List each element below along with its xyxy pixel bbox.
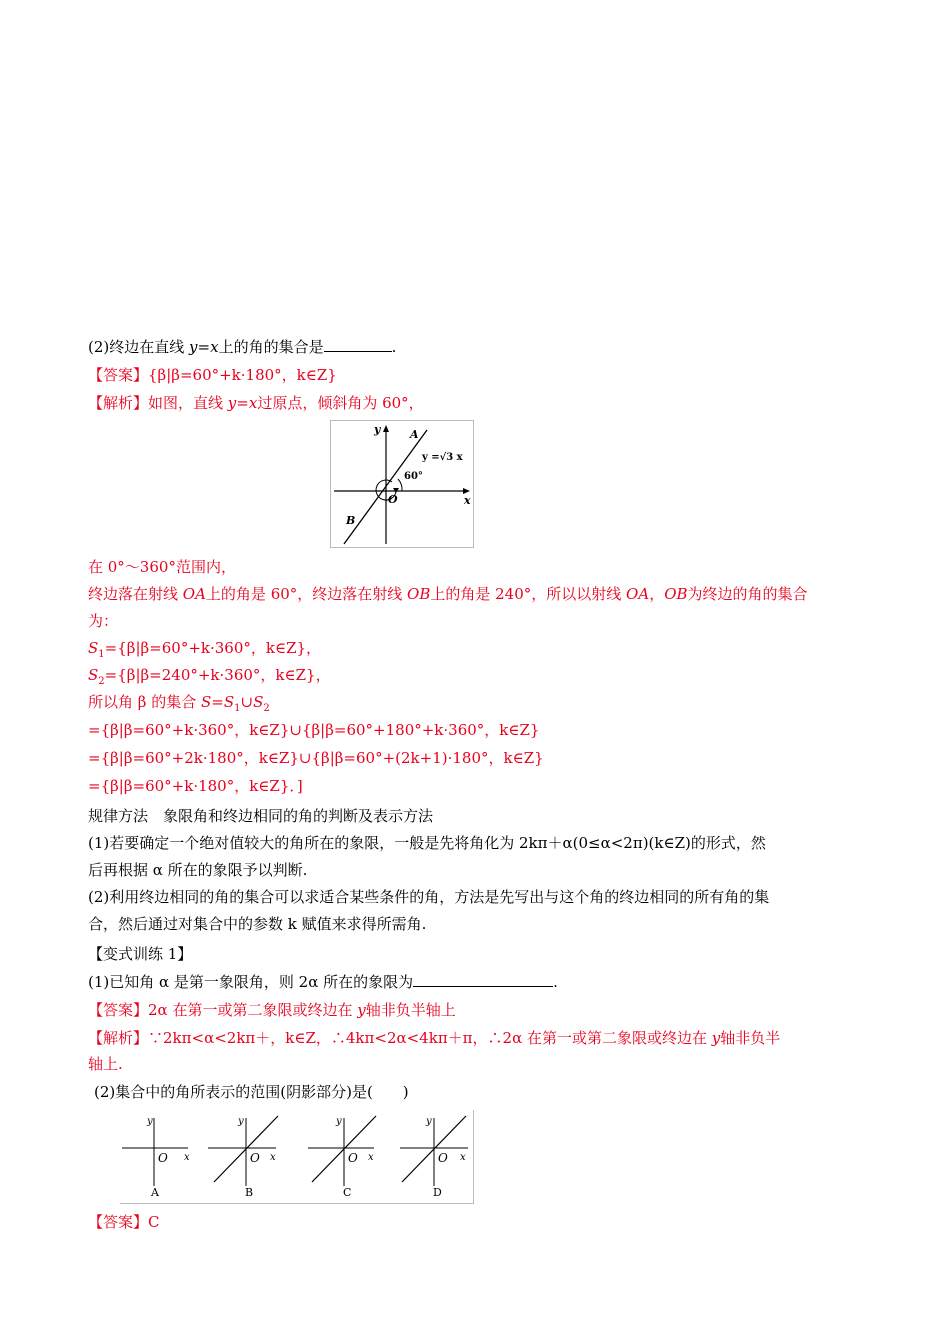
option-b-diagram — [208, 1116, 278, 1199]
answer-1 — [88, 364, 337, 386]
option-d-label: D — [433, 1186, 442, 1199]
rays-text-c: 上的角是 240°，所以以射线 — [430, 585, 627, 603]
equation-line-2: ={β|β=60°+2k·180°，k∈Z}∪{β|β=60°+(2k+1)·180°，k∈Z} — [88, 749, 544, 767]
answer-3-tag: 【答案】 — [88, 1213, 149, 1231]
figure-2-svg — [120, 1110, 474, 1204]
answer-2-text-a: 2α 在第一或第二象限或终边在 — [148, 1001, 358, 1019]
option-c-y-label: y — [336, 1116, 342, 1127]
set-s2 — [88, 664, 331, 693]
range-line: 在 0°～360°范围内， — [88, 558, 236, 576]
ray-oa: OA — [182, 585, 206, 603]
question-2-x: x — [210, 338, 219, 356]
answer-2 — [88, 999, 456, 1021]
variant-question-1-text: (1)已知角 α 是第一象限角，则 2α 所在的象限为 — [88, 973, 414, 991]
figure-1-border — [331, 421, 474, 548]
method-1-line-a: (1)若要确定一个绝对值较大的角所在的象限，一般是先将角化为 2kπ＋α(0≤α<2π)(k∈Z)的形式，然 — [88, 834, 766, 852]
union-sub2: 2 — [263, 703, 270, 714]
option-a-origin: O — [158, 1151, 168, 1165]
option-c-diagram — [308, 1116, 376, 1199]
fig1-angle-label: 60° — [404, 471, 423, 482]
fig1-point-a-label: A — [410, 428, 419, 441]
option-a-label: A — [151, 1186, 159, 1199]
question-2-eq: = — [197, 338, 211, 356]
figure-options — [120, 1110, 474, 1204]
variant-question-2: (2)集合中的角所表示的范围(阴影部分)是( ) — [94, 1083, 409, 1101]
option-a-y-label: y — [147, 1116, 153, 1127]
s2-symbol: S — [88, 666, 99, 684]
option-d-x-label: x — [460, 1152, 466, 1163]
fig1-origin-label: O — [388, 493, 398, 506]
explanation-2-text-a: ∵2kπ<α<2kπ＋，k∈Z，∴4kπ<2α<4kπ＋π，∴2α 在第一或第二象限或终边在 — [148, 1029, 712, 1047]
figure-line-y-sqrt3x — [330, 420, 474, 548]
answer-1-tag: 【答案】 — [88, 366, 149, 384]
option-d-diagram — [400, 1116, 468, 1199]
option-b-label: B — [245, 1186, 254, 1199]
method-1-line-b: 后再根据 α 所在的象限予以判断. — [88, 861, 308, 879]
option-b-origin: O — [250, 1151, 260, 1165]
answer-1-text: {β|β=60°+k·180°，k∈Z} — [148, 366, 337, 384]
option-c-label: C — [343, 1186, 352, 1199]
question-2 — [88, 336, 396, 358]
union-s2: S — [253, 693, 264, 711]
explanation-1-tag: 【解析】 — [88, 394, 149, 412]
option-b-y-label: y — [238, 1116, 244, 1127]
explanation-1-eq: = — [236, 394, 249, 412]
explanation-1-y: y — [227, 394, 237, 412]
option-a-diagram — [122, 1116, 190, 1199]
method-title: 规律方法 象限角和终边相同的角的判断及表示方法 — [88, 807, 434, 825]
option-c-x-label: x — [368, 1152, 374, 1163]
fig1-y-label: y — [374, 423, 381, 436]
union-s: S — [200, 693, 212, 711]
question-2-y: y — [189, 338, 198, 356]
explanation-2-tag: 【解析】 — [88, 1029, 149, 1047]
option-d-y-label: y — [426, 1116, 432, 1127]
wei-line: 为： — [88, 612, 119, 630]
option-b-x-label: x — [270, 1152, 276, 1163]
explanation-2-text-b: 轴非负半 — [720, 1029, 781, 1047]
rays-text-d: ， — [649, 585, 665, 603]
explanation-2 — [88, 1027, 780, 1049]
union-text: 所以角 β 的集合 — [88, 693, 201, 711]
explanation-2-continued: 轴上. — [88, 1055, 123, 1073]
answer-2-text-b: 轴非负半轴上 — [365, 1001, 456, 1019]
variant-question-1-end: . — [553, 973, 558, 991]
set-union-line — [88, 691, 270, 720]
rays-text-b: 上的角是 60°，终边落在射线 — [205, 585, 408, 603]
rays-text-a: 终边落在射线 — [88, 585, 183, 603]
union-sub1: 1 — [234, 703, 241, 714]
question-2-end: . — [391, 338, 397, 356]
answer-2-tag: 【答案】 — [88, 1001, 149, 1019]
explanation-1-x: x — [248, 394, 258, 412]
union-eq: = — [211, 693, 224, 711]
fig1-point-b-label: B — [346, 514, 356, 527]
variant-answer-blank — [413, 972, 553, 987]
s1-definition: ={β|β=60°+k·360°，k∈Z}， — [104, 639, 322, 657]
s1-subscript: 1 — [98, 649, 105, 660]
answer-3 — [88, 1211, 160, 1233]
fig1-line-equation: y =√3 x — [422, 452, 463, 463]
method-2-line-a: (2)利用终边相同的角的集合可以求适合某些条件的角，方法是先写出与这个角的终边相同的所有角的集 — [88, 888, 770, 906]
rays-text-e: 为终边的角的集合 — [687, 585, 808, 603]
rays-line — [88, 583, 808, 605]
equation-line-1: ={β|β=60°+k·360°，k∈Z}∪{β|β=60°+180°+k·360°，k∈Z} — [88, 721, 540, 739]
explanation-1-text-a: 如图，直线 — [148, 394, 228, 412]
ray-ob: OB — [407, 585, 431, 603]
equation-line-3: ={β|β=60°+k·180°，k∈Z}．] — [88, 777, 303, 795]
s1-symbol: S — [88, 639, 99, 657]
fig1-x-label: x — [464, 494, 471, 507]
option-d-origin: O — [438, 1151, 448, 1165]
option-a-x-label: x — [184, 1152, 190, 1163]
union-cup: ∪ — [240, 693, 254, 711]
answer-2-y: y — [357, 1001, 366, 1019]
explanation-1 — [88, 392, 424, 414]
question-2-prefix: (2)终边在直线 — [88, 338, 190, 356]
answer-blank — [324, 337, 392, 352]
explanation-2-y: y — [711, 1029, 721, 1047]
answer-3-text: C — [148, 1213, 160, 1231]
s2-definition: ={β|β=240°+k·360°，k∈Z}， — [104, 666, 331, 684]
s2-subscript: 2 — [98, 676, 105, 687]
method-2-line-b: 合，然后通过对集合中的参数 k 赋值来求得所需角. — [88, 915, 427, 933]
ray-oa-2: OA — [626, 585, 650, 603]
figure-1-svg — [330, 420, 474, 548]
option-c-origin: O — [348, 1151, 358, 1165]
set-s1 — [88, 637, 321, 666]
question-2-suffix: 上的角的集合是 — [218, 338, 324, 356]
ray-ob-2: OB — [664, 585, 688, 603]
union-s1: S — [223, 693, 235, 711]
explanation-1-text-b: 过原点，倾斜角为 60°， — [257, 394, 424, 412]
variant-title: 【变式训练 1】 — [88, 945, 193, 963]
variant-question-1 — [88, 971, 558, 993]
